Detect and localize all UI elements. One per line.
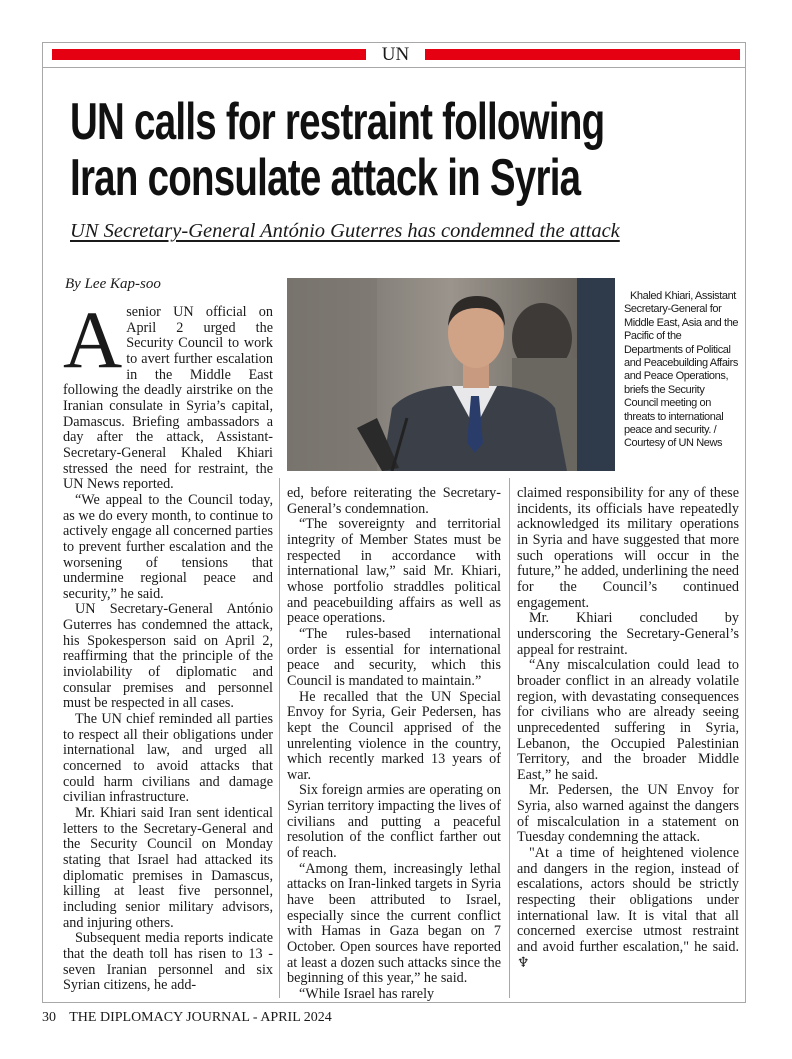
paragraph-text: "At a time of heightened violence and dangers in the region, instead of escalations, actors should be strictly respecting their obligations under international law. It is vital that all concerned exercise utmost restraint and avoid further escalation," he said. ♆ — [517, 845, 739, 971]
article-column-3 — [517, 486, 739, 971]
article-paragraph — [63, 931, 273, 994]
byline: By Lee Kap-soo — [65, 276, 161, 292]
paragraph-text: senior UN official on April 2 urged the Security Council to work to avert further escalation in the Middle East following the deadly airstrike on the Iranian consulate in Syria’s capital, Damascus. Briefing ambassadors a day after the attack, Assistant-Secretary-General Khaled Khiari stressed the need for restraint, the UN News reported. — [63, 304, 273, 493]
paragraph-text: “The sovereignty and territorial integrity of Member States must be respected in accordance with international law,” said Mr. Khiari, whose portfolio straddles political and peacebuilding affairs as well as peace operations. — [287, 516, 501, 627]
headline-line: Iran consulate attack in Syria — [70, 149, 581, 207]
headline-line: UN calls for restraint following — [70, 93, 605, 151]
article-column-2 — [287, 486, 501, 1003]
paragraph-text: Mr. Pedersen, the UN Envoy for Syria, also warned against the dangers of miscalculation in a statement on Tuesday condemning the attack. — [517, 782, 739, 846]
page-footer — [42, 1010, 332, 1026]
article-paragraph — [287, 517, 501, 627]
article-paragraph — [517, 486, 739, 611]
paragraph-text: He recalled that the UN Special Envoy for Syria, Geir Pedersen, has kept the Council apprised of the unrelenting violence in the country, which recently marked 13 years of war. — [287, 688, 501, 783]
article-paragraph — [63, 712, 273, 806]
paragraph-text: The UN chief reminded all parties to respect all their obligations under international law, and urged all concerned to avoid attacks that could harm civilians and damage civilian infrastructure. — [63, 711, 273, 806]
article-paragraph — [517, 658, 739, 783]
paragraph-text: “Any miscalculation could lead to broader conflict in an already volatile region, with devastating consequences for civilians who are already seeing unprecedented suffering in Syria, Lebanon, the Occupied Palestinian Territory, and the broader Middle East,” he said. — [517, 657, 739, 783]
page-number: 30 — [42, 1010, 56, 1025]
article-paragraph — [517, 783, 739, 846]
photo-caption — [624, 290, 740, 451]
article-paragraph — [287, 987, 501, 1003]
section-header — [42, 42, 746, 68]
drop-cap: A — [63, 294, 123, 385]
article-paragraph — [63, 493, 273, 603]
paragraph-text: Subsequent media reports indicate that the death toll has risen to 13 - seven Iranian personnel and six Syrian citizens, he add- — [63, 930, 273, 994]
article-paragraph — [63, 602, 273, 712]
section-label: UN — [368, 45, 423, 65]
article-column-1 — [63, 294, 273, 994]
article-paragraph — [287, 627, 501, 690]
article-paragraph — [287, 486, 501, 517]
paragraph-text: Mr. Khiari said Iran sent identical letters to the Secretary-General and the Security Council on Monday stating that Israel had attacked its diplomatic premises in Damascus, killing at least five personnel, including senior military advisors, and injuring others. — [63, 805, 273, 931]
article-paragraph — [517, 611, 739, 658]
paragraph-text: claimed responsibility for any of these incidents, its officials have repeatedly acknowledged its military operations in Syria and have suggested that more such operations will occur in the future,” he added, underlining the need for the Council’s continued engagement. — [517, 485, 739, 611]
paragraph-text: “Among them, increasingly lethal attacks on Iran-linked targets in Syria have been attributed to Israel, especially since the current conflict with Hamas in Gaza began on 7 October. Open sources have reported at least a dozen such attacks since the beginning of this year,” he said. — [287, 860, 501, 987]
article-paragraph — [63, 294, 273, 493]
headline — [70, 94, 792, 206]
red-bar-right — [425, 49, 740, 60]
article-paragraph — [63, 806, 273, 931]
column-divider — [509, 478, 510, 998]
subheadline: UN Secretary-General António Guterres has condemned the attack — [70, 220, 620, 242]
paragraph-text: UN Secretary-General António Guterres has condemned the attack, his Spokesperson said on April 2, reaffirming that the principle of the inviolability of diplomatic and consular premises and personnel must be respected in all cases. — [63, 601, 273, 712]
paragraph-text: “While Israel has rarely — [299, 986, 435, 1002]
paragraph-text: Six foreign armies are operating on Syrian territory impacting the lives of civilians and putting a peaceful resolution of the conflict farther out of reach. — [287, 782, 501, 862]
column-divider — [279, 478, 280, 998]
paragraph-text: “The rules-based international order is essential for international peace and security, which this Council is mandated to maintain.” — [287, 625, 501, 689]
paragraph-text: Mr. Khiari concluded by underscoring the Secretary-General’s appeal for restraint. — [517, 610, 739, 658]
article-paragraph — [517, 846, 739, 971]
paragraph-text: ed, before reiterating the Secretary-General’s condemnation. — [287, 485, 501, 517]
article-paragraph — [287, 862, 501, 987]
article-paragraph — [287, 783, 501, 861]
article-paragraph — [287, 690, 501, 784]
caption-text: Khaled Khiari, Assistant Secretary-General for Middle East, Asia and the Pacific of the Departments of Political and Peacebuilding Affairs and Peace Operations, briefs the Security Council meeting on threats to international peace and security. / Courtesy of UN News — [624, 290, 739, 450]
paragraph-text: “We appeal to the Council today, as we do every month, to continue to actively engage all concerned parties to prevent further escalation and the worsening of tensions that undermine regional peace and security,” he said. — [63, 491, 273, 602]
red-bar-left — [52, 49, 366, 60]
article-photo — [287, 278, 615, 471]
publication-name: THE DIPLOMACY JOURNAL - APRIL 2024 — [69, 1010, 332, 1025]
